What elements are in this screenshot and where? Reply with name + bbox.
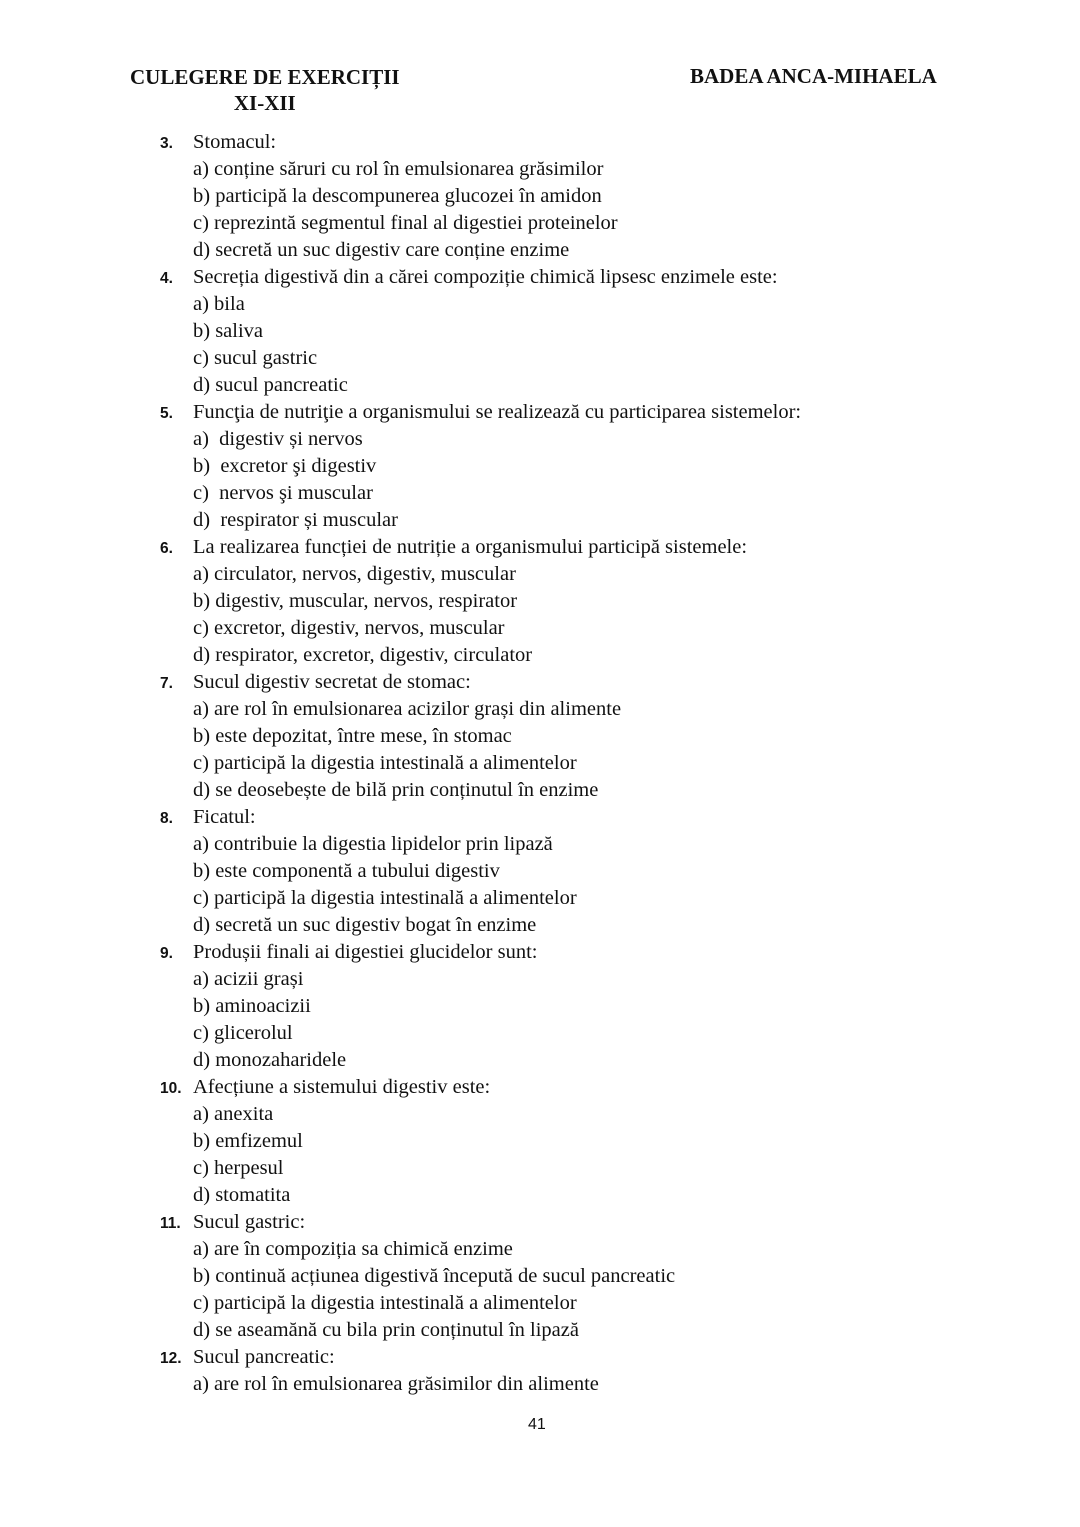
answer-option: c) nervos şi muscular: [193, 482, 373, 504]
answer-option: b) emfizemul: [193, 1130, 303, 1152]
answer-option: b) este componentă a tubului digestiv: [193, 860, 500, 882]
question-3: [160, 129, 801, 156]
question-text: La realizarea funcției de nutriție a organismului participă sistemele:: [193, 536, 748, 558]
answer-option: c) excretor, digestiv, nervos, muscular: [193, 617, 505, 639]
question-number: 7.: [160, 675, 173, 692]
answer-option: a) bila: [193, 293, 245, 315]
answer-option: b) aminoacizii: [193, 995, 311, 1017]
answer-option: d) stomatita: [193, 1184, 291, 1206]
question-text: Afecțiune a sistemului digestiv este:: [193, 1076, 491, 1098]
question-text: Sucul digestiv secretat de stomac:: [193, 671, 471, 693]
answer-option: a) anexita: [193, 1103, 274, 1125]
question-text: Secreția digestivă din a cărei compoziție chimică lipsesc enzimele este:: [193, 266, 778, 288]
answer-option: b) saliva: [193, 320, 264, 342]
answer-option: c) participă la digestia intestinală a alimentelor: [193, 1292, 577, 1314]
question-9: [160, 939, 801, 966]
answer-option: b) participă la descompunerea glucozei în amidon: [193, 185, 602, 207]
answer-option: a) acizii grași: [193, 968, 304, 990]
answer-option: d) monozaharidele: [193, 1049, 347, 1071]
answer-option: c) participă la digestia intestinală a alimentelor: [193, 752, 577, 774]
book-title-line1: CULEGERE DE EXERCIȚII: [130, 65, 400, 89]
answer-option: a) are în compoziția sa chimică enzime: [193, 1238, 513, 1260]
page-number: 41: [528, 1416, 546, 1433]
answer-option: c) herpesul: [193, 1157, 284, 1179]
question-8: [160, 804, 801, 831]
question-11: [160, 1209, 801, 1236]
question-number: 12.: [160, 1350, 182, 1367]
question-number: 5.: [160, 405, 173, 422]
question-number: 6.: [160, 540, 173, 557]
question-text: Stomacul:: [193, 131, 277, 153]
answer-option: c) glicerolul: [193, 1022, 293, 1044]
question-number: 3.: [160, 135, 173, 152]
answer-option: d) secretă un suc digestiv bogat în enzime: [193, 914, 537, 936]
author-name: BADEA ANCA-MIHAELA: [690, 64, 937, 88]
question-number: 8.: [160, 810, 173, 827]
question-number: 4.: [160, 270, 173, 287]
answer-option: b) este depozitat, între mese, în stomac: [193, 725, 512, 747]
book-title-line2: XI-XII: [233, 91, 296, 115]
question-text: Produșii finali ai digestiei glucidelor sunt:: [193, 941, 538, 963]
question-text: Sucul gastric:: [193, 1211, 306, 1233]
answer-option: b) excretor şi digestiv: [193, 455, 377, 477]
answer-option: b) digestiv, muscular, nervos, respirator: [193, 590, 518, 612]
answer-option: a) are rol în emulsionarea grăsimilor din alimente: [193, 1373, 599, 1395]
answer-option: d) secretă un suc digestiv care conține enzime: [193, 239, 570, 261]
question-number: 10.: [160, 1080, 182, 1097]
question-5: [160, 399, 801, 426]
answer-option: d) sucul pancreatic: [193, 374, 348, 396]
answer-option: c) sucul gastric: [193, 347, 318, 369]
book-title: [130, 64, 400, 116]
answer-option: b) continuă acțiunea digestivă începută de sucul pancreatic: [193, 1265, 676, 1287]
answer-option: a) are rol în emulsionarea acizilor grași din alimente: [193, 698, 622, 720]
answer-option: d) respirator, excretor, digestiv, circulator: [193, 644, 533, 666]
question-text: Funcţia de nutriţie a organismului se realizează cu participarea sistemelor:: [193, 401, 802, 423]
question-number: 9.: [160, 945, 173, 962]
answer-option: c) participă la digestia intestinală a alimentelor: [193, 887, 577, 909]
answer-option: a) digestiv și nervos: [193, 428, 363, 450]
answer-option: d) se deosebește de bilă prin conținutul în enzime: [193, 779, 599, 801]
answer-option: a) circulator, nervos, digestiv, muscular: [193, 563, 516, 585]
question-number: 11.: [160, 1215, 181, 1232]
answer-option: a) conține săruri cu rol în emulsionarea grăsimilor: [193, 158, 604, 180]
answer-option: c) reprezintă segmentul final al digestiei proteinelor: [193, 212, 618, 234]
question-text: Ficatul:: [193, 806, 256, 828]
question-list: [160, 129, 801, 1398]
question-10: [160, 1074, 801, 1101]
question-6: [160, 534, 801, 561]
answer-option: a) contribuie la digestia lipidelor prin lipază: [193, 833, 553, 855]
question-4: [160, 264, 801, 291]
question-7: [160, 669, 801, 696]
answer-option: d) se aseamănă cu bila prin conținutul în lipază: [193, 1319, 579, 1341]
answer-option: d) respirator și muscular: [193, 509, 398, 531]
question-text: Sucul pancreatic:: [193, 1346, 335, 1368]
question-12: [160, 1344, 801, 1371]
